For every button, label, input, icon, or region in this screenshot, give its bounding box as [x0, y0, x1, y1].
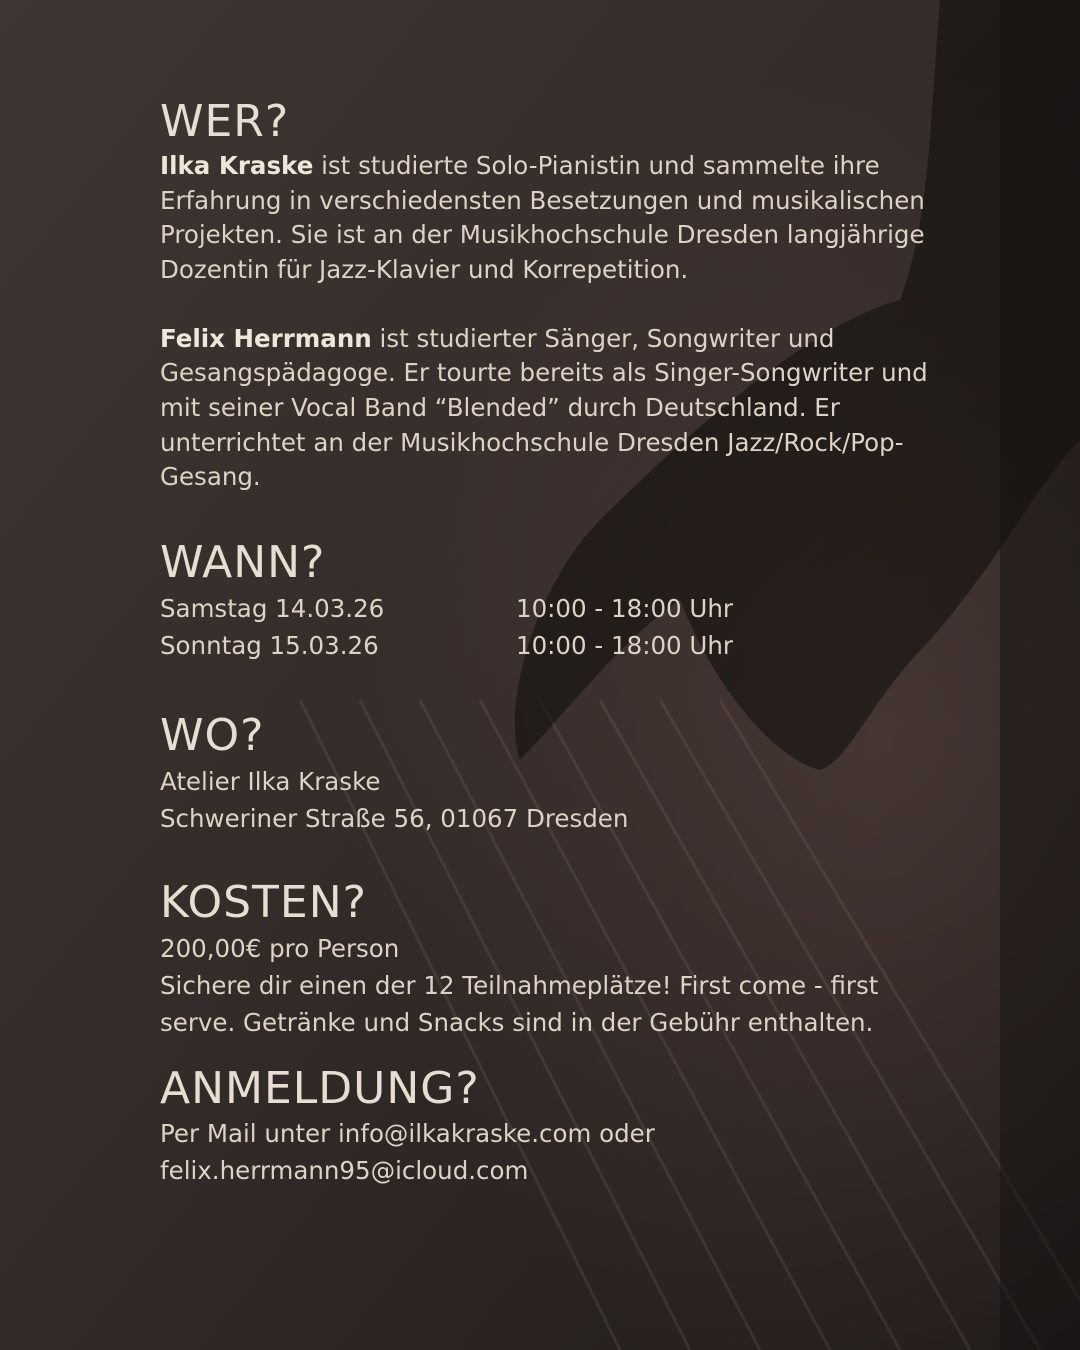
- event-info: [160, 96, 940, 1189]
- schedule-time: 10:00 - 18:00 Uhr: [516, 593, 733, 623]
- schedule-time: 10:00 - 18:00 Uhr: [516, 630, 733, 660]
- heading-kosten: KOSTEN?: [160, 876, 367, 928]
- schedule-day: Sonntag 15.03.26: [160, 630, 379, 660]
- heading-wer: WER?: [160, 96, 290, 147]
- price-info: Sichere dir einen der 12 Teilnahmeplätze! First come - first serve. Getränke und Snacks sind in der Gebühr enthalten.: [160, 970, 879, 1037]
- schedule-row: [160, 627, 940, 664]
- bio-felix-text: ist studierter Sänger, Songwriter und Gesangspädagoge. Er tourte bereits als Singer-Songwriter und mit seiner Vocal Band “Blended” durch Deutschland. Er unterrichtet an der Musikhochschule Dresden Jazz/Rock/Pop-Gesang.: [160, 323, 928, 492]
- heading-wann: WANN?: [160, 537, 326, 589]
- bio-felix: [160, 322, 940, 496]
- location-name: Atelier Ilka Kraske: [160, 766, 381, 796]
- location-address: Schweriner Straße 56, 01067 Dresden: [160, 803, 629, 833]
- heading-wo: WO?: [160, 709, 265, 761]
- bio-ilka: [160, 149, 940, 288]
- bio-ilka-text: ist studierte Solo-Pianistin und sammelte ihre Erfahrung in verschiedensten Besetzungen und musikalischen Projekten. Sie ist an der Musikhochschule Dresden langjährige Dozentin für Jazz-Klavier und Korrepetition.: [160, 150, 925, 284]
- name-ilka: Ilka Kraske: [160, 150, 314, 180]
- heading-anmeldung: ANMELDUNG?: [160, 1062, 480, 1114]
- schedule-day: Samstag 14.03.26: [160, 593, 385, 623]
- schedule-row: [160, 590, 940, 627]
- registration-email: felix.herrmann95@icloud.com: [160, 1156, 529, 1186]
- name-felix: Felix Herrmann: [160, 323, 372, 353]
- price: 200,00€ pro Person: [160, 933, 400, 963]
- registration-line: Per Mail unter info@ilkakraske.com oder: [160, 1119, 655, 1149]
